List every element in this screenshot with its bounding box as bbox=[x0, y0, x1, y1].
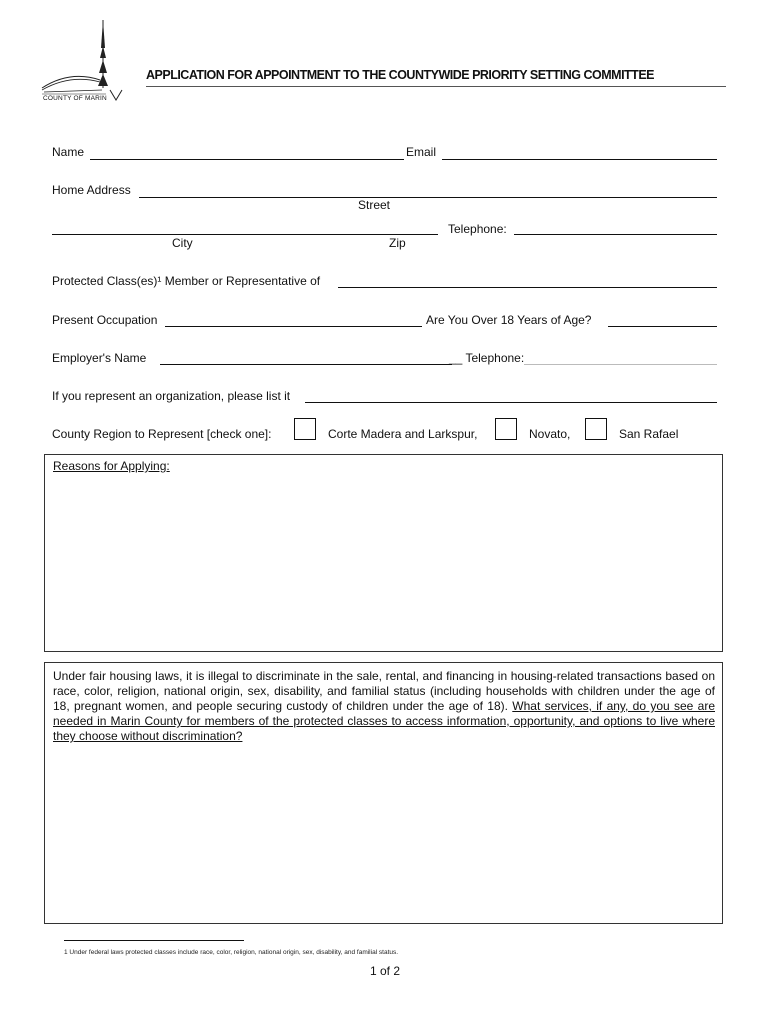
over18-field[interactable] bbox=[608, 312, 717, 327]
footnote-rule bbox=[64, 940, 244, 941]
telephone-field[interactable] bbox=[514, 220, 717, 235]
header-rule bbox=[146, 86, 726, 87]
street-caption: Street bbox=[358, 198, 391, 212]
over18-label: Are You Over 18 Years of Age? bbox=[426, 313, 592, 327]
region-label: County Region to Represent [check one]: bbox=[52, 427, 272, 441]
occupation-field[interactable] bbox=[165, 312, 422, 327]
reasons-heading: Reasons for Applying: bbox=[53, 459, 170, 473]
protected-class-field[interactable] bbox=[338, 273, 717, 288]
page-number: 1 of 2 bbox=[370, 964, 401, 978]
employer-field[interactable] bbox=[160, 350, 452, 365]
page-title: APPLICATION FOR APPOINTMENT TO THE COUNTYWIDE PRIORITY SETTING COMMITTEE bbox=[146, 68, 654, 82]
organization-field[interactable] bbox=[305, 388, 717, 403]
fair-housing-statement: Under fair housing laws, it is illegal to discriminate in the sale, rental, and financing in housing-related transactions based on race, color, religion, national origin, sex, disability, and familial status (including households with children under the age of 18, pregnant women, and people securing custody of children under the age of 18). bbox=[53, 669, 715, 713]
employer-telephone-field[interactable] bbox=[524, 350, 717, 365]
name-field[interactable] bbox=[90, 145, 404, 160]
region-checkbox-corte-madera[interactable] bbox=[294, 418, 316, 440]
reasons-textarea[interactable] bbox=[53, 479, 717, 647]
fair-housing-textarea[interactable] bbox=[53, 747, 717, 919]
region-option-novato: Novato, bbox=[529, 427, 571, 441]
city-caption: City bbox=[172, 236, 193, 250]
home-address-label: Home Address bbox=[52, 183, 131, 197]
county-of-marin-logo bbox=[40, 18, 140, 108]
protected-class-label: Protected Class(es)¹ Member or Representative of bbox=[52, 274, 321, 288]
employer-label: Employer's Name bbox=[52, 351, 147, 365]
zip-caption: Zip bbox=[389, 236, 406, 250]
occupation-label: Present Occupation bbox=[52, 313, 158, 327]
fair-housing-text bbox=[53, 669, 715, 744]
fair-housing-box bbox=[44, 662, 723, 924]
email-label: Email bbox=[406, 145, 437, 159]
region-checkbox-san-rafael[interactable] bbox=[585, 418, 607, 440]
logo-text: COUNTY OF MARIN bbox=[43, 95, 107, 102]
email-field[interactable] bbox=[442, 145, 717, 160]
street-field[interactable] bbox=[139, 183, 717, 198]
organization-label: If you represent an organization, please list it bbox=[52, 389, 291, 403]
city-zip-field[interactable] bbox=[52, 220, 438, 235]
region-checkbox-novato[interactable] bbox=[495, 418, 517, 440]
region-option-corte-madera: Corte Madera and Larkspur, bbox=[328, 427, 478, 441]
reasons-box bbox=[44, 454, 723, 652]
telephone-label: Telephone: bbox=[448, 222, 507, 236]
region-option-san-rafael: San Rafael bbox=[619, 427, 679, 441]
fair-housing-question: What services, if any, do you see are needed in Marin County for members of the protected classes to access information, opportunity, and options to live where they choose without discrimination? bbox=[53, 699, 715, 743]
name-label: Name bbox=[52, 145, 85, 159]
footnote: 1 Under federal laws protected classes include race, color, religion, national origin, sex, disability, and familial status. bbox=[64, 949, 399, 956]
employer-telephone-label: __ Telephone: bbox=[449, 351, 525, 365]
